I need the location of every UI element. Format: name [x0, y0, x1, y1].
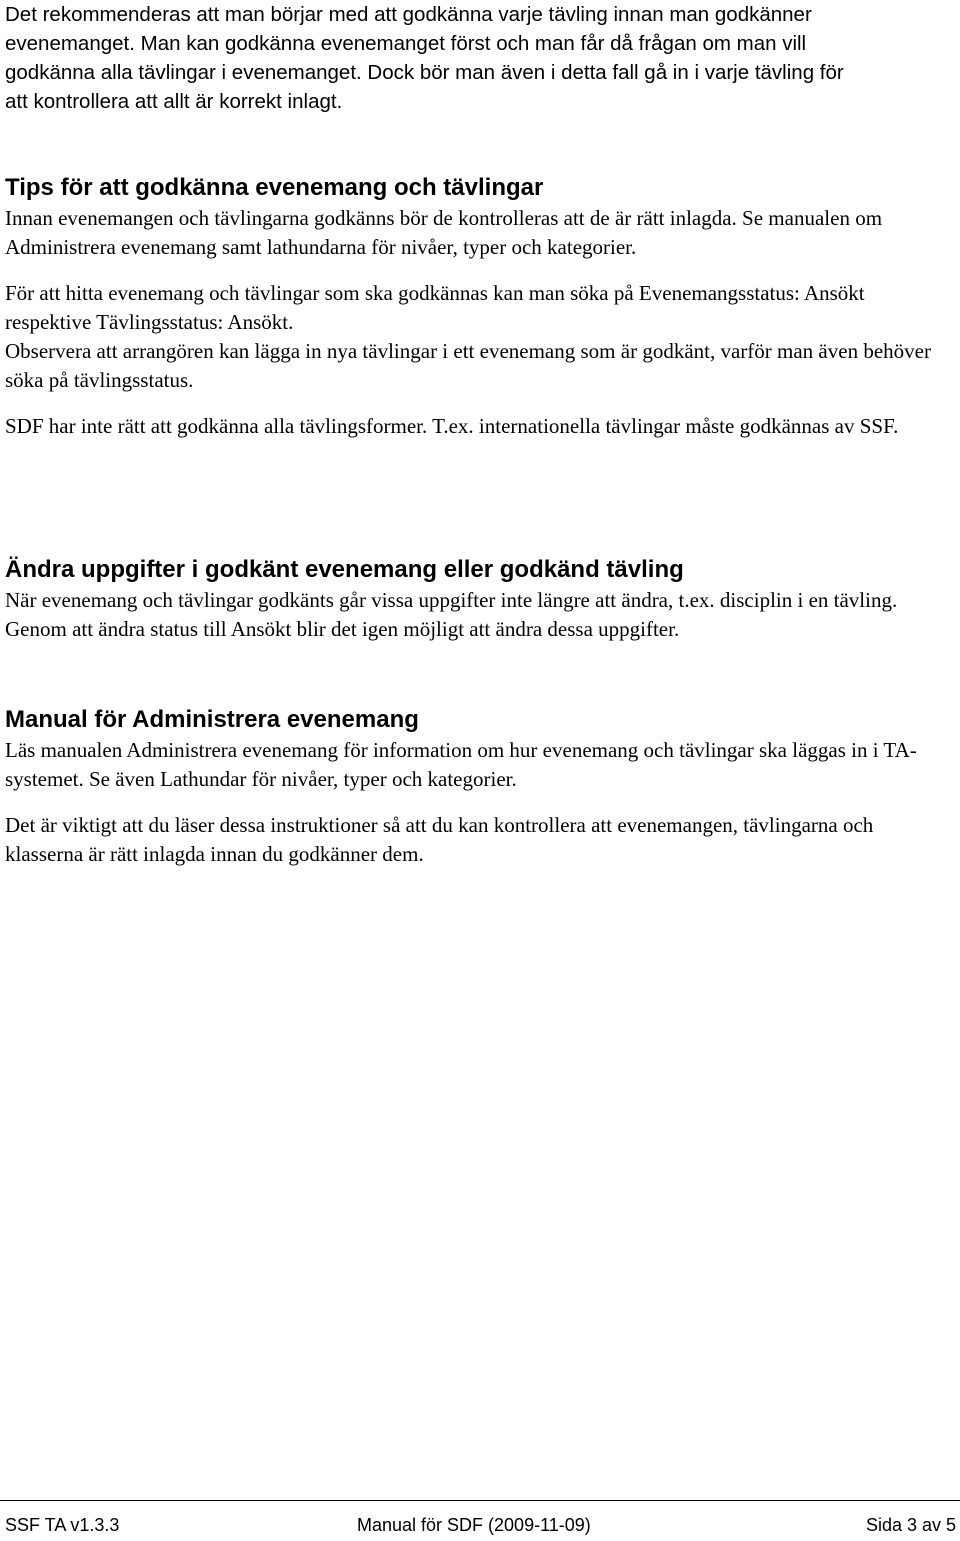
intro-paragraph: [5, 0, 955, 116]
intro-line: att kontrollera att allt är korrekt inlagt.: [5, 90, 343, 113]
change-heading: Ändra uppgifter i godkänt evenemang eller godkänd tävling: [5, 556, 684, 583]
page-footer: [0, 1500, 960, 1541]
footer-version: SSF TA v1.3.3: [5, 1515, 120, 1535]
manual-section: [5, 704, 955, 869]
change-paragraph: När evenemang och tävlingar godkänts går vissa uppgifter inte längre att ändra, t.ex. disciplin i en tävling. Genom att ändra status till Ansökt blir det igen möjligt att ändra dessa uppgifter.: [5, 588, 898, 641]
intro-line: evenemanget. Man kan godkänna evenemanget först och man får då frågan om man vill: [5, 32, 807, 55]
intro-line: godkänna alla tävlingar i evenemanget. Dock bör man även i detta fall gå in i varje tävling för: [5, 61, 844, 84]
tips-paragraph: För att hitta evenemang och tävlingar som ska godkännas kan man söka på Evenemangsstatus: Ansökt respektive Tävlingsstatus: Ansökt.: [5, 281, 865, 334]
manual-heading: Manual för Administrera evenemang: [5, 706, 419, 733]
footer-title: Manual för SDF (2009-11-09): [357, 1515, 591, 1535]
manual-paragraph: Läs manualen Administrera evenemang för information om hur evenemang och tävlingar ska läggas in i TA-systemet. Se även Lathundar för nivåer, typer och kategorier.: [5, 738, 917, 791]
intro-line: Det rekommenderas att man börjar med att godkänna varje tävling innan man godkänner: [5, 3, 812, 26]
manual-paragraph: Det är viktigt att du läser dessa instruktioner så att du kan kontrollera att evenemangen, tävlingarna och klasserna är rätt inlagda innan du godkänner dem.: [5, 813, 874, 866]
tips-paragraph: Observera att arrangören kan lägga in nya tävlingar i ett evenemang som är godkänt, varför man även behöver söka på tävlingsstatus.: [5, 339, 931, 392]
change-section: [5, 554, 955, 644]
tips-paragraph: SDF har inte rätt att godkänna alla tävlingsformer. T.ex. internationella tävlingar måste godkännas av SSF.: [5, 414, 899, 438]
tips-paragraph: Innan evenemangen och tävlingarna godkänns bör de kontrolleras att de är rätt inlagda. Se manualen om Administrera evenemang samt lathundarna för nivåer, typer och kategorier.: [5, 206, 883, 259]
tips-section: [5, 172, 955, 441]
footer-page-number: Sida 3 av 5: [865, 1515, 956, 1535]
tips-heading: Tips för att godkänna evenemang och tävlingar: [5, 174, 544, 201]
